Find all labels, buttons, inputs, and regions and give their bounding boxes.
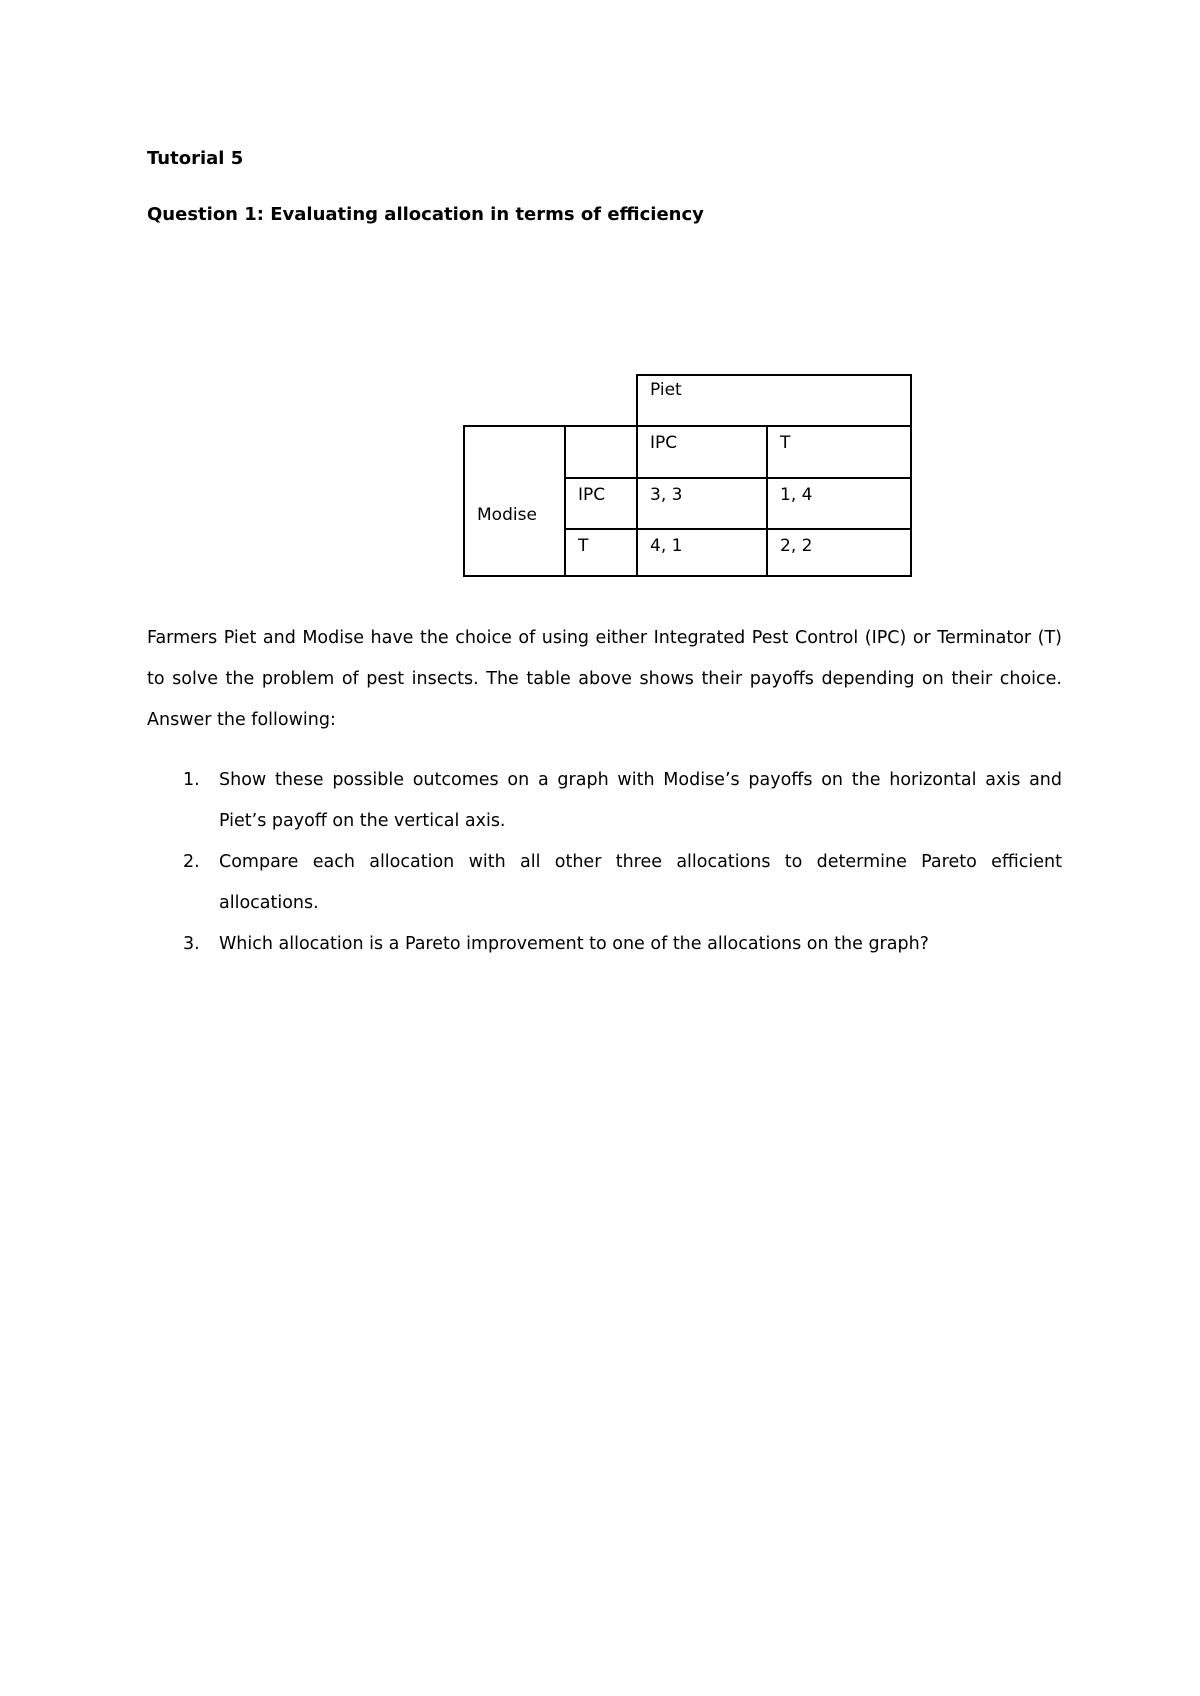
column-player-label: Piet — [637, 375, 911, 426]
question-number: 2. — [183, 852, 200, 872]
list-item — [147, 760, 1062, 842]
question-number: 3. — [183, 934, 200, 954]
empty-corner-cell — [464, 375, 565, 426]
intro-paragraph: Farmers Piet and Modise have the choice of using either Integrated Pest Control (IPC) or Terminator (T) to solve the problem of pest insects. The table above shows their payoffs depending on their choice. Answer the following: — [147, 628, 1062, 730]
question-text: Which allocation is a Pareto improvement to one of the allocations on the graph? — [219, 934, 929, 954]
column-strategy-ipc: IPC — [637, 426, 767, 478]
list-item — [147, 842, 1062, 924]
empty-corner-cell — [565, 375, 637, 426]
question-text: Compare each allocation with all other three allocations to determine Pareto efficient allocations. — [219, 852, 1062, 913]
table-row — [464, 375, 911, 426]
row-strategy-ipc: IPC — [565, 478, 637, 529]
table-row — [464, 426, 911, 478]
tutorial-title: Tutorial 5 — [147, 148, 244, 169]
empty-header-cell — [565, 426, 637, 478]
payoff-t-t: 2, 2 — [767, 529, 911, 576]
payoff-table — [463, 374, 912, 577]
list-item — [147, 924, 1062, 965]
question-text: Show these possible outcomes on a graph with Modise’s payoffs on the horizontal axis and Piet’s payoff on the vertical axis. — [219, 770, 1062, 831]
row-player-label: Modise — [464, 426, 565, 576]
question-list — [147, 760, 1062, 965]
payoff-ipc-ipc: 3, 3 — [637, 478, 767, 529]
column-strategy-t: T — [767, 426, 911, 478]
question-title: Question 1: Evaluating allocation in terms of efficiency — [147, 204, 704, 225]
payoff-t-ipc: 4, 1 — [637, 529, 767, 576]
question-number: 1. — [183, 770, 200, 790]
payoff-ipc-t: 1, 4 — [767, 478, 911, 529]
row-strategy-t: T — [565, 529, 637, 576]
